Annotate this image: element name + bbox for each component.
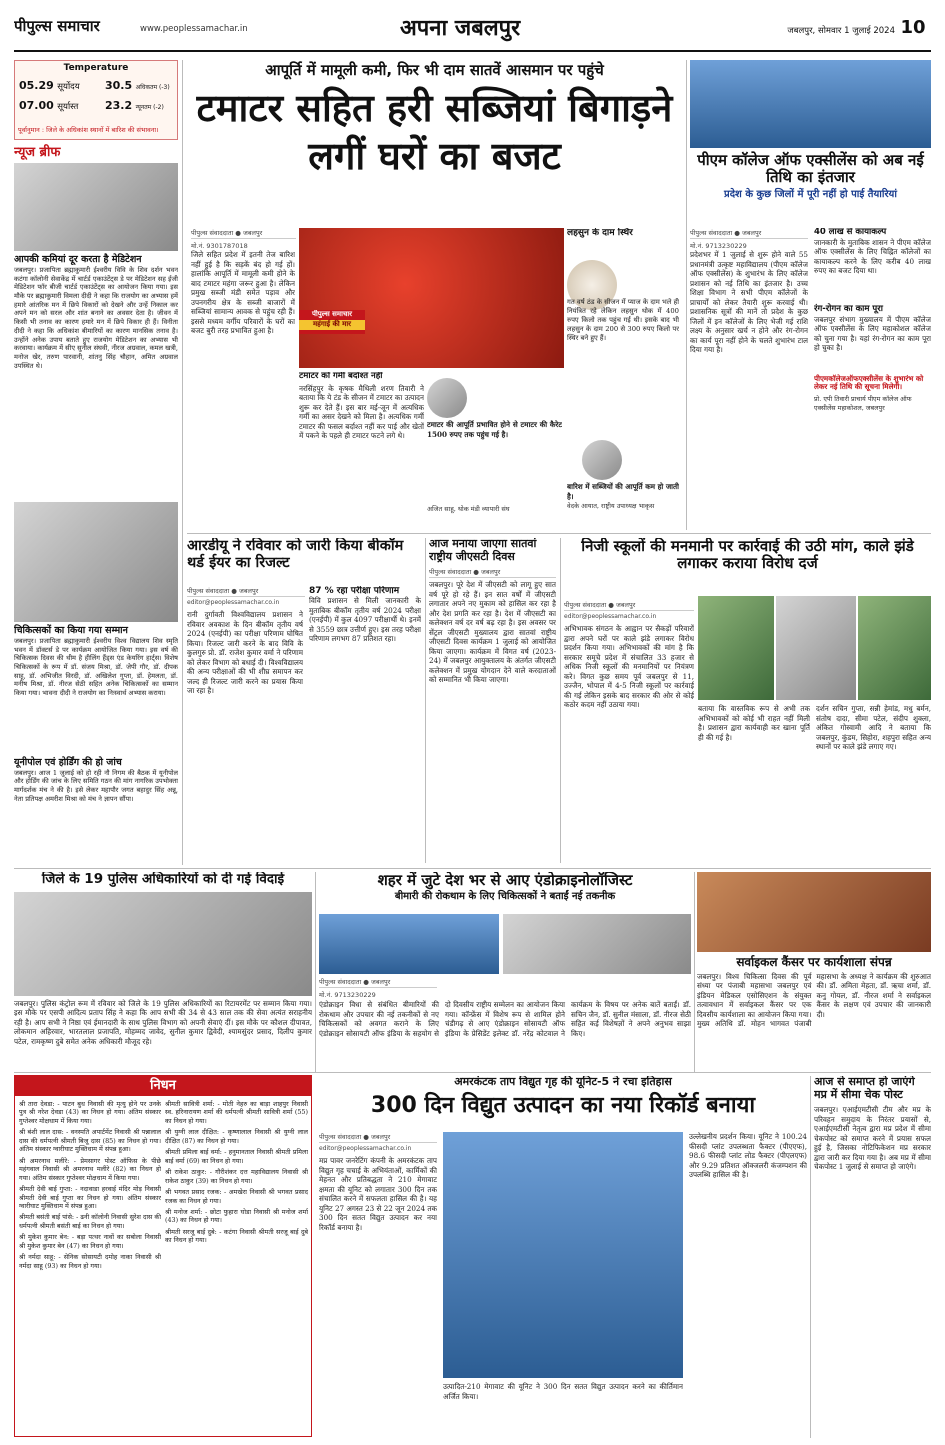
nidhan-item: श्रीमती प्रमिला बाई वर्मा: - हनुमानताल निवासी श्रीमती प्रमिला बाई वर्मा (69) का निधन हो गया। [165,1148,308,1165]
pm-college-side [814,228,931,528]
hrule-3 [14,1072,931,1073]
cervical-text: जबलपुर। विश्व चिकित्सा दिवस की पूर्व संध्या पर पंजाबी महासभा जबलपुर एवं इंडियन मेडिकल एसोसिएशन के संयुक्त तत्वावधान में सर्वाइकल कैंसर पर एक दिवसीय कार्यशाला का आयोजन किया गया। मुख्य अतिथि डॉ. मोहन भागवत पंजाबी महासभा के अध्यक्ष ने कार्यक्रम की शुरुआत की। डॉ. अमिता मेहता, डॉ. ऋचा शर्मा, डॉ. कनु गोयल, डॉ. नीरज शर्मा ने सर्वाइकल कैंसर के लक्षण एवं उपचार की जानकारी दी। [697,971,931,1029]
nidhan-item: श्रीमती देवी बाई गुप्ता: - नदावाडा हरवाई मंदिर मोड़ निवासी श्रीमती देवी बाई गुप्ता का निधन हो गया। अंतिम संस्कार ग्वारीघाट मुक्तिधाम में संपन्न हुआ। [19,1185,161,1210]
tomato-subhead: टमाटर को गर्मी बर्दाश्त नहीं [299,372,383,381]
tomato-mobile: मो.नं. 9301787018 [191,242,248,250]
min-temp: 23.2 [105,99,133,112]
nidhan-title: निधन [15,1076,311,1096]
endocrine-byline-text: पीपुल्स संवाददाता ● जबलपुर [319,977,437,988]
nidhan-item: श्री नर्मदा साहू: - सेनिक सोसायटी दमोह नाका निवासी श्री नर्मदा साहू (93) का निधन हो गया। [19,1253,161,1270]
weather-box [14,60,178,140]
tomato-quote1-text: टमाटर की आपूर्ति प्रभावित होने से टमाटर की कैरेट 1500 रुपए तक पहुंच गई है। [427,420,562,439]
site-url[interactable]: www.peoplessamachar.in [140,24,248,34]
police-text: जबलपुर। पुलिस कंट्रोल रूम में रविवार को जिले के 19 पुलिस अधिकारियों का रिटायरमेंट पर सम्मान किया गया। इस मौके पर एसपी आदित्य प्रताप सिंह ने कहा कि आप सभी की 34 से 43 साल तक की सेवा अत्यंत सराहनीय रही है। आप सभी ने निष्ठा एवं ईमानदारी के साथ पुलिस विभाग को अपनी सेवाएं दीं। इस मौके पर कौशल दीपावत, लोकमान अहिरवार, भारतलाल प्रजापति, मोहम्मद जावेद, सुनील कुमार द्विवेदी, श्यामसुंदर प्रसाद, दिलीप कुमार पटेल, रामकृष्ण दुबे समेत अनेक अधिकारी मौजूद रहे। [14,998,312,1046]
private-school-byline [564,600,694,620]
rdu-box [309,586,421,861]
pm-college-mobile: मो.नं. 9713230229 [690,242,747,248]
pm-college-text: प्रदेशभर में 1 जुलाई से शुरू होने वाले 55 प्रधानमंत्री उत्कृष्ट महाविद्यालय (पीएम कॉलेज ऑफ एक्सीलेंस) के शुभारंभ के लिए कॉलेज प्रशासन को नई तिथि का इंतजार है। उच्च शिक्षा विभाग ने सभी पीएम कॉलेजों के प्राचार्यों को लेकर तैयारी शुरू करवाई थी। प्रशासनिक सूत्रों की मानें तो प्रदेश के कुछ जिलों में इन कॉलेजों के लिए भेजी गई राशि लक्ष्य के अनुसार खर्च न होने और रंग-रोगन का कार्य पूरा नहीं होने के चलते शुभारंभ टाल दिया गया है। [690,250,808,354]
college-photo [690,60,931,148]
nidhan-item: श्री अमरनाथ मलीरे: - प्रेमसागर पोस्ट ऑफिस के पीछे महंगवाल निवासी श्री अमरनाथ मलीरे (82) का निधन हो गया। अंतिम संस्कार गुप्तेश्वर मोक्षधाम में किया गया। [19,1156,161,1182]
rdu-email[interactable]: editor@peoplessamachar.co.in [187,599,280,606]
col-rule-rdu [425,538,426,863]
sunset-row [19,99,101,117]
brand-name: पीपुल्स समाचार [14,17,100,35]
endocrine-headline: शहर में जुटे देश भर से आए एंडोक्राइनोलॉजिस्ट [377,872,633,889]
power-story [319,1076,807,1438]
gst-byline: पीपुल्स संवाददाता ● जबलपुर [429,567,556,578]
power-byline-text: पीपुल्स संवाददाता ● जबलपुर [319,1132,437,1143]
masthead [0,0,945,60]
nidhan-item: श्रीमती सरजू बाई दुबे: - कटंगा निवासी श्रीमती सरजू बाई दुबे का निधन हो गया। [165,1227,308,1245]
gst-headline: आज मनाया जाएगा सातवां राष्ट्रीय जीएसटी दिवस [429,538,537,563]
pm-box1-title: 40 लाख से कायाकल्प [814,228,887,237]
pm-box2-title: रंग-रोगन का काम पूरा [814,303,883,314]
private-school-caption: बताया कि वास्तविक रूप से अभी तक अभिभावकों को कोई भी राहत नहीं मिली है। प्रशासन द्वारा कार्यवाही कर खाना पूर्ति ही की गई है। [698,704,810,742]
masthead-rule [14,50,931,52]
nidhan-item: श्री मनोज शर्मा: - छोटा फुहारा घोडा निवासी श्री मनोज शर्मा (43) का निधन हो गया। [165,1207,308,1225]
tomato-quote2-name: वेदके आयात, राष्ट्रीय उपाध्यक्ष भाकृस [567,502,655,510]
brief-3-title: यूनीपोल एवं होर्डिंग की हो जांच [14,756,122,768]
weather-title: Temperature [63,63,129,73]
tomato-quote2-text: बारिश में सब्जियों की आपूर्ति कम हो जाती है। [567,482,679,501]
check-post-headline: आज से समाप्त हो जाएंगे मप्र में सीमा चेक पोस्ट [814,1076,915,1101]
rdu-byline [187,586,305,606]
pm-college-byline-text: पीपुल्स संवाददाता ● जबलपुर [690,228,808,239]
nidhan-section [14,1075,312,1437]
power-email[interactable]: editor@peoplessamachar.co.in [319,1145,412,1152]
nidhan-item: श्रीमती बसंती बाई पांसे: - ढनी कॉलोनी निवासी सुरेश दास की धर्मपत्नी श्रीमती बसंती बाई का निधन हो गया। [19,1213,161,1230]
tomato-quote2-photo [582,440,622,480]
check-post-text: जबलपुर। एआईएमटीसी टीम और मप्र के परिवहन समुदाय के निरंतर प्रयासों से, एआईएमटीसी नेतृत्व द्वारा मप्र प्रदेश में सीमा चेकपोस्ट को समाप्त करने में प्रयास सफल हुई है, जिसका नोटिफिकेशन मप्र सरकार द्वारा जारी कर दिया गया है। अब मप्र में सीमा चेकपोस्ट 1 जुलाई से समाप्त हो जाएंगे। [814,1105,931,1172]
power-kicker: अमरकंटक ताप विद्युत गृह की यूनिट-5 ने रचा इतिहास [454,1076,672,1088]
min-temp-row [105,99,177,117]
sunrise-row [19,79,101,97]
gst-text: जबलपुर। पूरे देश में जीएसटी को लागू हुए सात वर्ष पूरे हो रहे हैं। इन सात वर्षों में जीएसटी लगातार अपने नए मुकाम को हासिल कर रहा है और देश प्रगति कर रहा है। देश में जीएसटी का कलेक्शन वर्ष दर वर्ष बढ़ रहा है। इस अवसर पर सेंट्रल जीएसटी मुख्यालय द्वारा सातवां राष्ट्रीय जीएसटी दिवस कार्यक्रम 1 जुलाई को आयोजित किया जाएगा। कार्यक्रम में विगत वर्ष (2023-24) में जबलपुर आयुक्तालय के अंतर्गत जीएसटी कलेक्शन में प्रमुख योगदान देने वाले करदाताओं को सम्मानित भी किया जाएगा। [429,580,556,685]
private-school-byline-text: पीपुल्स संवाददाता ● जबलपुर [564,600,694,611]
rdu-box-title: 87 % रहा परीक्षा परिणाम [309,586,400,596]
endocrine-story [319,872,691,1072]
pm-college-subhead: प्रदेश के कुछ जिलों में पूरी नहीं हो पाई तैयारियां [724,188,897,200]
nidhan-item: श्री बंशी लाल दास: - वनस्पति अपार्टमेंट निवासी श्री पन्नालाल दास की धर्मपत्नी श्रीमती बिजू दास (85) का निधन हो गया। अंतिम संस्कार ग्वारीघाट मुक्तिधाम में संपन्न हुआ। [19,1128,161,1154]
sunrise-label: सूर्योदय [57,82,80,92]
nidhan-item: श्री मुकेश कुमार बेन: - बड़ा पत्थर नावों का सबोला निवासी श्री मुकेश कुमार बेन (47) का निधन हो गया। [19,1233,161,1250]
garlic-box [567,228,679,438]
col-rule-endo [694,872,695,1072]
news-brief-column [14,142,178,862]
black-flag-photo-2 [776,596,856,700]
min-label: न्यूनतम (-2) [135,104,164,111]
nidhan-item: श्री तारा देवडा: - पाटन बुध निवासी की मृत्यु होने पर उनके पुत्र श्री नरेश देवडा (43) का निधन हो गया। अंतिम संस्कार गुप्तेश्वर मोक्षधाम में किया गया। [19,1100,161,1125]
nidhan-item: श्री युग्नी लाल दीक्षित: - कृष्णालाल निवासी श्री युग्नी लाल दीक्षित (87) का निधन हो गया। [165,1128,308,1145]
tomato-quote1 [427,420,562,528]
endocrine-photo-2 [503,914,691,974]
rdu-text: रानी दुर्गावती विश्वविद्यालय प्रशासन ने रविवार अवकाश के दिन बीकॉम तृतीय वर्ष 2024 (एनईपी) का परीक्षा परिणाम घोषित किया। रिजल्ट जारी करने के बाद विवि के कुलगुरु प्रो. डॉ. राजेश कुमार वर्मा ने परिणाम को लेकर विभाग को बधाई दी। विश्वविद्यालय की अन्य परीक्षाओं की भी शीघ्र समापन कर जल्द ही रिजल्ट जारी करने का प्रयास किया जा रहा है। [187,610,303,695]
pm-college-headline: पीएम कॉलेज ऑफ एक्सीलेंस को अब नई तिथि का इंतजार [697,151,924,187]
pm-quote: पीएमकॉलेजऑफएक्सीलेंस के शुभारंभ को लेकर नई तिथि की सूचना मिलेगी। [814,373,924,391]
max-label: अधिकतम (-3) [135,84,170,91]
private-school-caption-2: दर्शन सचिन गुप्ता, सन्नी हेमांड, मधु बर्मन, संतोष दादा, सीमा पटेल, संदीप शुक्ला, अंकित गोस्वामी आदि ने बताया कि जबलपुर, कुंडम, सिहोरा, शहपुरा सहित अन्य स्थानों पर काले झंडे लगाए गए। [816,704,931,751]
section-title [400,12,600,42]
garlic-text: गत वर्ष ठंड के सीजन में प्याज के दाम भले ही नियंत्रित रहे लेकिन लहसुन थोक में 400 रुपए किलो तक पहुंच गई थी। इसके बाद भी लहसुन के दाम 200 से 300 रुपए किलो पर स्थिर बने हुए हैं। [567,298,679,343]
tomato-quote2 [567,482,679,527]
meditation-photo [14,163,178,251]
power-byline [319,1132,437,1152]
tomato-photo [299,228,564,368]
tomato-byline [191,228,296,250]
max-temp: 30.5 [105,79,133,92]
pm-college-story [690,60,931,530]
cervical-photo [697,872,931,952]
power-text-2: उल्लेखनीय प्रदर्शन किया। यूनिट ने 100.24 फीसदी प्लांट उपलब्धता फैक्टर (पीएएफ), 98.6 फीसदी प्लांट लोड फैक्टर (पीएलएफ) और 9.29 प्रतिशत ऑक्जलरी कंजम्पशन की उपलब्धि हासिल की है। [689,1132,807,1179]
rdu-story [187,538,422,868]
sunset-time: 07.00 [19,99,54,112]
issue-date: जबलपुर, सोमवार 1 जुलाई 2024 [787,26,895,36]
rdu-byline-text: पीपुल्स संवाददाता ● जबलपुर [187,586,305,597]
rdu-headline: आरडीयू ने रविवार को जारी किया बीकॉम थर्ड ईयर का रिजल्ट [187,538,404,571]
hrule-1 [187,533,931,534]
pm-box2-text: जबलपुर संभाग मुख्यालय में पीएम कॉलेज ऑफ एक्सीलेंस के लिए महाकोशल कॉलेज को चुना गया है। यहां रंग-रोगन का काम पूरा हो चुका है। [814,314,931,353]
page-number: 10 [900,17,926,38]
police-photo [14,892,312,996]
endocrine-photo-1 [319,914,499,974]
brief-2-text: जबलपुर। प्रजापिता ब्रह्माकुमारी ईश्वरीय विश्व विद्यालय शिव स्मृति भवन में डॉक्टर्स डे पर कार्यक्रम आयोजित किया गया। इस वर्ष की चिकित्सक दिवस की थीम है हीलिंग हैंड्स एंड केयरिंग हार्ट्स। विशेष चिकित्सकों के रूप में डॉ. संजय मिश्रा, डॉ. जेपी गौर, डॉ. दीपक साहू, डॉ. अभिजीत विरदी, डॉ. अखिलेश गुप्ता, डॉ. हेमलता, डॉ. मनीष मिश्रा, डॉ. नीरज सेठी सहित अनेक चिकित्सकों का सम्मान किया गया। भावना दीदी ने राजयोग का निःस्वार्थ अभ्यास कराया। [14,636,178,698]
tomato-subhead-box [299,372,424,527]
brief-1-title: आपकी कमियां दूर करता है मेडिटेशन [14,254,142,265]
tomato-stamp [299,310,365,334]
max-temp-row [105,79,177,97]
black-flag-photo-1 [698,596,774,700]
col-rule-power [810,1076,811,1438]
nidhan-left-col [19,1100,161,1434]
private-school-text: अभिभावक संगठन के आह्वान पर सैकड़ों परिवारों द्वारा अपने घरों पर काले झंडे लगाकर विरोध प्रदर्शन किया गया। अभिभावकों की मांग है कि सरकार समूचे प्रदेश में संचालित 33 हजार से अधिक निजी स्कूलों की मनमानियों पर नियंत्रण करे। विगत कुछ समय पूर्व जबलपुर से 11, उज्जैन, भोपाल में 4-5 निजी स्कूलों पर कार्रवाई की गई लेकिन इसके बाद सरकार की ओर से कोई कठोर कदम नहीं उठाया गया। [564,624,694,709]
endocrine-text: एंडोक्राइन विधा से संबंधित बीमारियों की रोकथाम और उपचार की नई तकनीकों से नए चिकित्सकों को अवगत कराने के लिए एंडोक्राइन सोसायटी ऑफ इंडिया के सहयोग से दो दिवसीय राष्ट्रीय सम्मेलन का आयोजन किया गया। कॉन्फ्रेंस में विशेष रूप से शामिल होने चंडीगढ़ से आए एंडोक्राइन सोसायटी ऑफ इंडिया के प्रेसिडेंट इलेक्ट डॉ. नरेंद्र कोटवाल ने कार्यक्रम के विषय पर अनेक बातें बताईं। डॉ. सचिन जैन, डॉ. सुनील मंसाला, डॉ. नीरज सेठी सहित कई विशेषज्ञों ने अपने अनुभव साझा किए। [319,1000,691,1038]
power-caption: उत्पादित-210 मेगावाट की यूनिट ने 300 दिन सतत विद्युत उत्पादन करने का कीर्तिमान अर्जित किया। [443,1382,683,1401]
pm-box1-text: जानकारी के मुताबिक शासन ने पीएम कॉलेज ऑफ एक्सीलेंस के लिए चिह्नित कॉलेजों का कायाकल्प करने के लिए करीब 40 लाख रुपए का बजट दिया था। [814,237,931,276]
tomato-kicker: आपूर्ति में मामूली कमी, फिर भी दाम सातवें आसमान पर पहुंचे [265,61,604,79]
nidhan-item: श्री राकेश ठाकुर: - गौरीशंकर दत्त महाविद्यालय निवासी श्री राकेश ठाकुर (39) का निधन हो गया। [165,1168,308,1185]
police-headline: जिले के 19 पुलिस अधिकारियों को दी गई विदाई [41,872,285,887]
tomato-text-2: नरसिंहपुर के कृषक मैथिली शरण तिवारी ने बताया कि ये टंड के सीजन में टमाटर का उत्पादन शुरू कर देते हैं। इस बार मई-जून में अत्यधिक गर्मी का असर देखने को मिला है। अत्यधिक गर्मी टमाटर की फसल बर्दाश्त नहीं कर पाई और खेतों में पकने के पहले ही टमाटर फटने लगे थे। [299,383,424,441]
brand-logo [14,16,134,36]
sunset-label: सूर्यास्त [57,102,79,112]
tomato-story [187,60,682,530]
col-rule-right [686,60,687,530]
private-school-headline: निजी स्कूलों की मनमानी पर कार्रवाई की उठी मांग, काले झंडे लगाकर कराया विरोध दर्ज [581,538,914,573]
police-story [14,872,312,1067]
black-flag-photo-3 [858,596,931,700]
nidhan-item: श्रीमती सावित्री शर्मा: - मोती नेहरु का बाड़ा शाहपुर निवासी स्व. हरिनारायण शर्मा की धर्मपत्नी श्रीमती सावित्री शर्मा (55) का निधन हो गया। [165,1100,308,1125]
nidhan-right-col [165,1100,308,1434]
nidhan-item: श्री भगवत प्रसाद रजक: - अमखेरा निवासी श्री भगवत प्रसाद रजक का निधन हो गया। [165,1188,308,1205]
pm-quote-name: प्रो. एपी तिवारी प्राचार्य पीएम कॉलेज ऑफ एक्सीलेंस महाकोशल, जबलपुर [814,395,912,413]
brief-1-text: जबलपुर। प्रजापिता ब्रह्माकुमारी ईश्वरीय विवि के शिव दर्शन भवन कटंगा कॉलोनी सेवाकेंद्र में चार्टर्ड एकाउंटेंट्स डे पर मेडिटेशन सह ईजी मेडिटेशन फॉर बीजी चार्टर्ड एकाउंटेंट्स का आयोजन किया गया। इस मौके पर ब्रह्माकुमारी विमला दीदी ने कहा कि राजयोग का अभ्यास हमें हमारे आंतरिक मन में छिपे विकारों को देखने और उन्हें निकाल कर अपने मन को सरल और शांत बनाने का अवसर देता है। जीवन में किसी भी तनाव का कारण हमारे मन में छिपे विकार ही हैं। विनीता दीदी ने कहा कि अधिकांश बीमारियों का कारण मानसिक तनाव है। उन्होंने अनेक उपाय बताते हुए राजयोग मेडिटेशन का अभ्यास भी करवाया। कार्यक्रम में सीए सुनील संघवी, नीरज अग्रवाल, कमल खत्री, मनोज खेर, तरुण पारवानी, शांतनु सिंह चौहान, अमित अग्रवाल उपस्थित थे। [14,265,178,370]
tomato-stamp-line2: महंगाई की मार [299,320,365,330]
news-brief-label: न्यूज ब्रीफ [14,145,61,160]
tomato-stamp-line1: पीपुल्स समाचार [311,310,353,318]
tomato-quote1-name: अजित साहू, थोक मंडी व्यापारी संघ [427,505,510,513]
cervical-headline: सर्वाइकल कैंसर पर कार्यशाला संपन्न [736,955,892,969]
section-name: अपना जबलपुर [400,16,521,41]
tomato-quote1-photo [427,378,467,418]
private-school-story [564,538,931,868]
doctors-day-photo [14,502,178,622]
brief-2-title: चिकित्सकों का किया गया सम्मान [14,624,128,636]
endocrine-mobile: मो.नं. 9713230229 [319,991,376,997]
check-post-story [814,1076,931,1438]
col-rule-gst [560,538,561,863]
tomato-text-1: जिले सहित प्रदेश में इतनी तेज बारिश नहीं हुई है कि सड़कें बंद हो गई हों। हालांकि आपूर्ति में मामूली कमी होने के बाद टमाटर महंगा जरूर हुआ है। लेकिन प्रमुख सब्जी मंडी समेत पड़ाव और उपनगरीय क्षेत्र के सब्जी बाजारों में सब्जियां सामान्य आवक से पहुंच रही हैं। इससे मध्यम वर्गीय परिवारों के घरों का बजट बुरी तरह प्रभावित हुआ है। [191,250,295,335]
rdu-box-text: विवि प्रशासन से मिली जानकारी के मुताबिक बीकॉम तृतीय वर्ष 2024 परीक्षा (एनईपी) में कुल 4097 परीक्षार्थी थे। इनमें से 3559 छात्र उत्तीर्ण हुए। इस तरह परीक्षा परिणाम लगभग 87 प्रतिशत रहा। [309,596,421,644]
hrule-2 [14,868,931,869]
brief-3-text: जबलपुर। आज 1 जुलाई को हो रही नौ निगम की बैठक में यूनीपोल और होर्डिंग की जांच के लिए समिति गठन की मांग नागरिक उपभोक्ता मार्गदर्शक मंच ने की है। इसे लेकर महापौर जगत बहादुर सिंह अन्नू, नेता प्रतिपक्ष अमरीश मिश्रा को मंच ने ज्ञापन सौंपा। [14,768,178,803]
power-headline: 300 दिन विद्युत उत्पादन का नया रिकॉर्ड बनाया [370,1092,756,1118]
sunrise-time: 05.29 [19,79,54,92]
weather-forecast: पूर्वानुमान : जिले के अधिकांश स्थानों में बारिश की संभावना। [18,126,159,134]
private-school-email[interactable]: editor@peoplessamachar.co.in [564,613,657,620]
col-rule-left [182,60,183,865]
tomato-byline-text: पीपुल्स संवाददाता ● जबलपुर [191,228,296,239]
pm-college-byline [690,228,808,248]
power-text: मप्र पावर जनरेटिंग कंपनी के अमरकंटक ताप विद्युत गृह चचाई के अभियंताओं, कार्मिकों की मेहनत और प्रतिबद्धता ने 210 मेगावाट क्षमता की यूनिट को लगातार 300 दिन तक संचालित करने में सफलता हासिल की है। यह यूनिट 27 अगस्त 23 से 22 जून 2024 तक 300 दिन सतत विद्युत उत्पादन कर नया रिकॉर्ड बनाया है। [319,1156,437,1232]
cervical-story [697,872,931,1072]
endocrine-subhead: बीमारी की रोकथाम के लिए चिकित्सकों ने बताईं नई तकनीक [394,891,616,903]
gst-story [429,538,556,868]
garlic-title: लहसुन के दाम स्थिर [567,228,633,238]
endocrine-byline [319,977,437,997]
col-rule-police [315,872,316,1072]
power-plant-photo [443,1132,683,1378]
tomato-headline: टमाटर सहित हरी सब्जियां बिगाड़ने लगीं घरों का बजट [196,86,673,178]
